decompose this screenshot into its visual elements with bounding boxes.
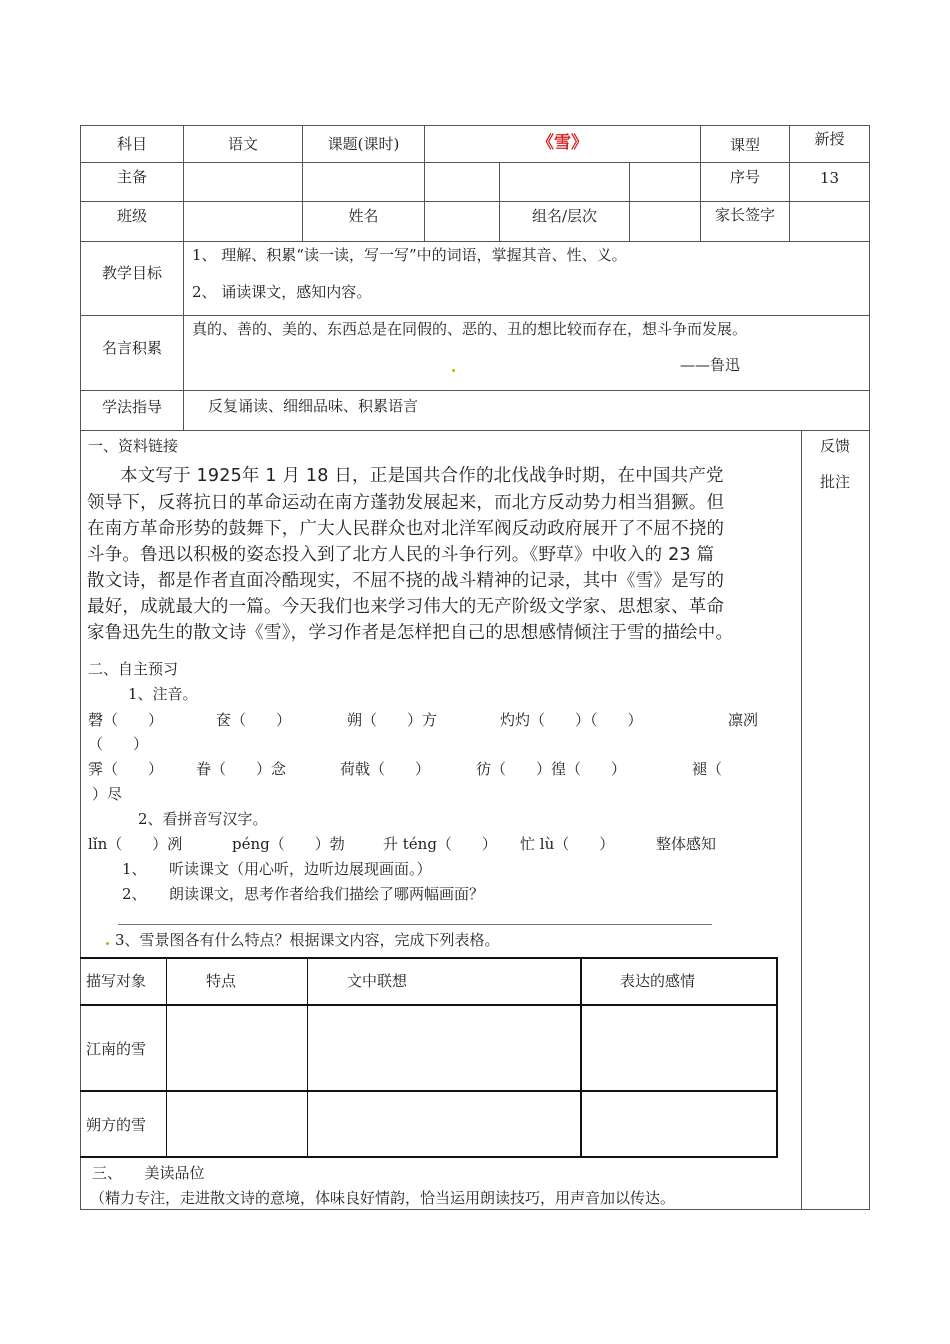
goal-item-2: 2、 诵读课文，感知内容。 — [192, 283, 372, 301]
row-line-2 — [80, 201, 870, 202]
snow-table-header: 描写对象 — [86, 972, 147, 990]
task-3: 3、雪景图各有什么特点？根据课文内容，完成下列表格。 — [115, 931, 500, 949]
name-label: 姓名 — [348, 207, 379, 225]
goal-item-1: 1、 理解、积累“读一读，写一写”中的词语，掌握其音、性、义。 — [192, 246, 627, 264]
quote-text: 真的、善的、美的、东西总是在同假的、恶的、丑的想比较而存在，想斗争而发展。 — [192, 320, 748, 338]
pinyin-item: 奁（ ） — [216, 711, 292, 729]
pinyin-item: 霁（ ） — [88, 760, 164, 778]
side-column-line — [801, 430, 802, 1209]
frame-left — [80, 125, 81, 1210]
decorative-dot — [452, 369, 455, 372]
snow-table-bottom — [80, 1156, 777, 1158]
write-item: 整体感知 — [656, 835, 717, 853]
group-label: 组名/层次 — [531, 207, 598, 225]
quote-author: ——鲁迅 — [680, 356, 741, 374]
section1-line-6: 最好，成就最大的一篇。今天我们也来学习伟大的无产阶级文学家、思想家、革命 — [87, 597, 725, 617]
write-item: péng（ ）勃 — [232, 835, 345, 853]
decorative-dot — [106, 942, 109, 945]
lesson-title: 《雪》 — [537, 133, 588, 153]
row-line-5 — [80, 390, 870, 391]
snow-table-top — [80, 957, 777, 959]
snow-table-header: 表达的感情 — [620, 972, 696, 990]
pinyin-item: （ ） — [88, 735, 149, 753]
frame-top — [80, 125, 870, 126]
task-1: 1、 听读课文（用心听，边听边展现画面。） — [122, 860, 432, 878]
section2-sub1: 1、注音。 — [128, 685, 198, 703]
section2-sub2: 2、看拼音写汉字。 — [138, 810, 268, 828]
serial-value: 13 — [819, 169, 840, 187]
snow-table-row1 — [80, 1004, 777, 1006]
type-label: 课型 — [729, 136, 760, 154]
section2-title: 二、自主预习 — [88, 660, 179, 678]
snow-table-header: 特点 — [206, 972, 237, 990]
row-line-4 — [80, 315, 870, 316]
annotate-label: 批注 — [820, 473, 851, 491]
snow-table-row-label: 朔方的雪 — [86, 1116, 147, 1134]
section1-line-2: 领导下，反蒋抗日的革命运动在南方蓬勃发展起来，而北方反动势力相当猖獗。但 — [87, 493, 725, 513]
method-text: 反复诵读、细细品味、积累语言 — [208, 397, 419, 415]
section1-line-4: 斗争。鲁迅以积极的姿态投入到了北方人民的斗争行列。《野草》中收入的 23 篇 — [87, 545, 715, 565]
feedback-label: 反馈 — [820, 437, 851, 455]
snow-table-col2 — [307, 957, 308, 1158]
write-item: lǐn（ ）冽 — [88, 835, 183, 853]
pinyin-item: 灼灼（ ）（ ） — [500, 711, 643, 729]
section1-line-7: 家鲁迅先生的散文诗《雪》，学习作者是怎样把自己的思想感情倾注于雪的描绘中。 — [87, 623, 734, 643]
row-line-1 — [80, 162, 870, 163]
prepare-label: 主备 — [116, 168, 147, 186]
col-line-a — [183, 125, 184, 430]
type-value: 新授 — [814, 130, 845, 148]
parent-sign-label: 家长签字 — [714, 206, 775, 224]
snow-table-row2 — [80, 1090, 777, 1092]
col-line-e — [629, 162, 630, 241]
snow-table-col1 — [166, 957, 167, 1158]
row-line-6 — [80, 430, 870, 431]
topic-label: 课题(课时) — [327, 135, 400, 153]
section1-line-5: 散文诗，都是作者直面冷酷现实，不屈不挠的战斗精神的记录，其中《雪》是写的 — [87, 571, 725, 591]
snow-table-col4 — [776, 957, 778, 1158]
subject-value: 语文 — [227, 135, 258, 153]
pinyin-item: 朔（ ）方 — [347, 711, 438, 729]
serial-label: 序号 — [729, 168, 760, 186]
pinyin-item: 磬（ ） — [88, 711, 164, 729]
write-item: 忙 lù（ ） — [520, 835, 615, 853]
pinyin-item: 彷（ ）徨（ ） — [476, 760, 627, 778]
section3-text: （精力专注，走进散文诗的意境，体味良好情韵，恰当运用朗读技巧，用声音加以传达。 — [90, 1189, 676, 1207]
write-item: 升 téng（ ） — [383, 835, 497, 853]
section3-title: 三、 美读品位 — [92, 1164, 205, 1182]
pinyin-item: 眷（ ）念 — [196, 760, 287, 778]
snow-table-col3 — [580, 957, 582, 1158]
row-line-3 — [80, 241, 870, 242]
snow-table-row-label: 江南的雪 — [86, 1040, 147, 1058]
quote-label: 名言积累 — [101, 339, 162, 357]
section1-line-3: 在南方革命形势的鼓舞下，广大人民群众也对北洋军阀反动政府展开了不屈不挠的 — [87, 519, 725, 539]
frame-bottom — [80, 1209, 870, 1210]
subject-label: 科目 — [116, 135, 147, 153]
pinyin-item: 荷戟（ ） — [340, 760, 431, 778]
goals-label: 教学目标 — [101, 264, 162, 282]
section1-title: 一、资料链接 — [88, 437, 179, 455]
pinyin-item: 凛冽 — [728, 711, 759, 729]
frame-right — [869, 125, 870, 1210]
class-label: 班级 — [116, 207, 147, 225]
method-label: 学法指导 — [101, 398, 162, 416]
answer-line — [118, 924, 712, 925]
col-line-d — [499, 162, 500, 241]
snow-table-header: 文中联想 — [347, 972, 408, 990]
pinyin-item: 褪（ — [692, 760, 723, 778]
task-2: 2、 朗读课文，思考作者给我们描绘了哪两幅画面？ — [122, 885, 485, 903]
section1-line-1: 本文写于 1925年 1 月 18 日，正是国共合作的北伐战争时期，在中国共产党 — [120, 466, 724, 486]
pinyin-item: ）尽 — [92, 785, 123, 803]
